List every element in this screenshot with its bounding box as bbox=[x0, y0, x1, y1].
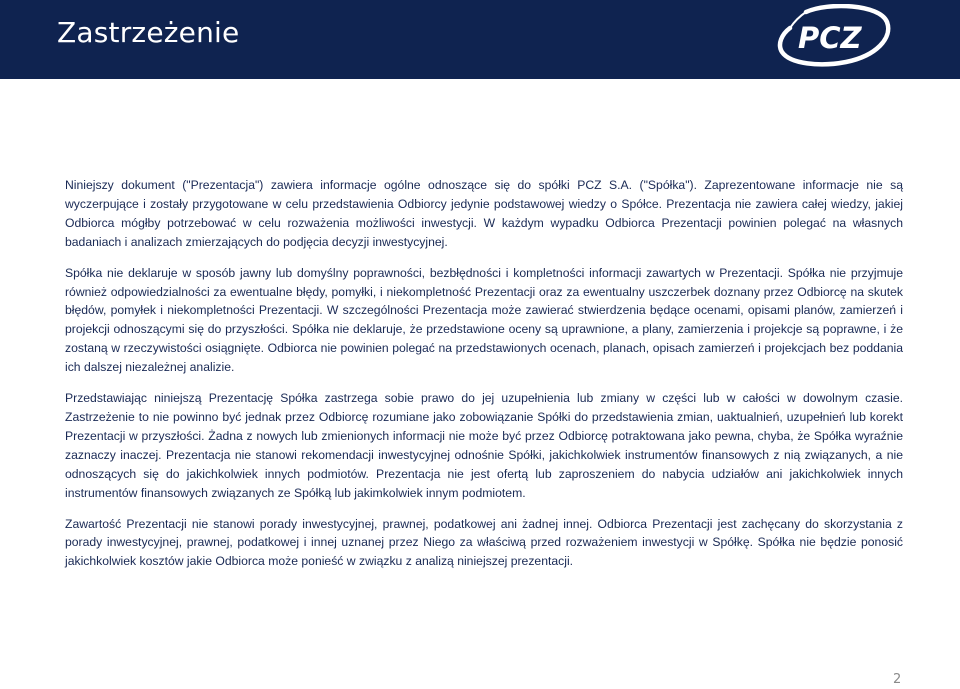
header-bar bbox=[0, 0, 960, 79]
page-number: 2 bbox=[893, 672, 902, 687]
logo-text: PCZ bbox=[798, 21, 862, 55]
pcz-logo bbox=[776, 4, 894, 68]
paragraph: Przedstawiając niniejszą Prezentację Spółka zastrzega sobie prawo do jej uzupełnienia lub zmiany w części lub w całości w dowolnym czasie. Zastrzeżenie to nie powinno być jednak przez Odbiorcę rozumiane jako zobowiązanie Spółki do przedstawienia zmian, uaktualnień, uzupełnień lub korekt Prezentacji w przyszłości. Żadna z nowych lub zmienionych informacji nie może być przez Odbiorcę potraktowana jako pewna, chyba, że Spółka wyraźnie zaznaczy inaczej. Prezentacja nie stanowi rekomendacji inwestycyjnej odnośnie Spółki, jakichkolwiek instrumentów finansowych z nią związanych, a nie odnoszących się do jakichkolwiek innych podmiotów. Prezentacja nie jest ofertą lub zaproszeniem do nabycia udziałów ani jakichkolwiek innych instrumentów finansowych związanych ze Spółką lub jakimkolwiek innym podmiotem. bbox=[65, 391, 903, 500]
paragraph: Niniejszy dokument ("Prezentacja") zawiera informacje ogólne odnoszące się do spółki PCZ S.A. ("Spółka"). Zaprezentowane informacje nie są wyczerpujące i zostały przygotowane w celu przedstawienia Odbiorcy jedynie podstawowej wiedzy o Spółce. Prezentacja nie zawiera całej wiedzy, jakiej Odbiorca mógłby potrzebować w celu rozważenia możliwości inwestycji. W każdym wypadku Odbiorca Prezentacji powinien polegać na własnych badaniach i analizach zmierzających do podjęcia decyzji inwestycyjnej. bbox=[65, 178, 903, 249]
slide-title: Zastrzeżenie bbox=[57, 16, 240, 49]
disclaimer-body bbox=[65, 176, 903, 583]
paragraph: Zawartość Prezentacji nie stanowi porady inwestycyjnej, prawnej, podatkowej ani żadnej innej. Odbiorca Prezentacji jest zachęcany do skorzystania z porady inwestycyjnej, prawnej, podatkowej i innej uznanej przez Niego za właściwą przed rozważeniem inwestycji w Spółkę. Spółka nie będzie ponosić jakichkolwiek kosztów jakie Odbiorca może ponieść w związku z analizą niniejszej prezentacji. bbox=[65, 516, 903, 569]
paragraph: Spółka nie deklaruje w sposób jawny lub domyślny poprawności, bezbłędności i kompletności informacji zawartych w Prezentacji. Spółka nie przyjmuje również odpowiedzialności za ewentualne błędy, pomyłki, i niekompletność Prezentacji oraz za ewentualny uszczerbek doznany przez Odbiorcę na skutek błędów, pomyłek i niekompletności Prezentacji. W szczególności Prezentacja może zawierać stwierdzenia będące ocenami, opisami planów, zamierzeń i projekcji odnoszącymi się do przyszłości. Spółka nie deklaruje, że przedstawione oceny są uprawnione, a plany, zamierzenia i projekcje są poprawne, i że zostaną w rzeczywistości osiągnięte. Odbiorca nie powinien polegać na przedstawionych ocenach, planach, opisach zamierzeń i projekcjach bez poddania ich dalszej niezależnej analizie. bbox=[65, 265, 903, 375]
